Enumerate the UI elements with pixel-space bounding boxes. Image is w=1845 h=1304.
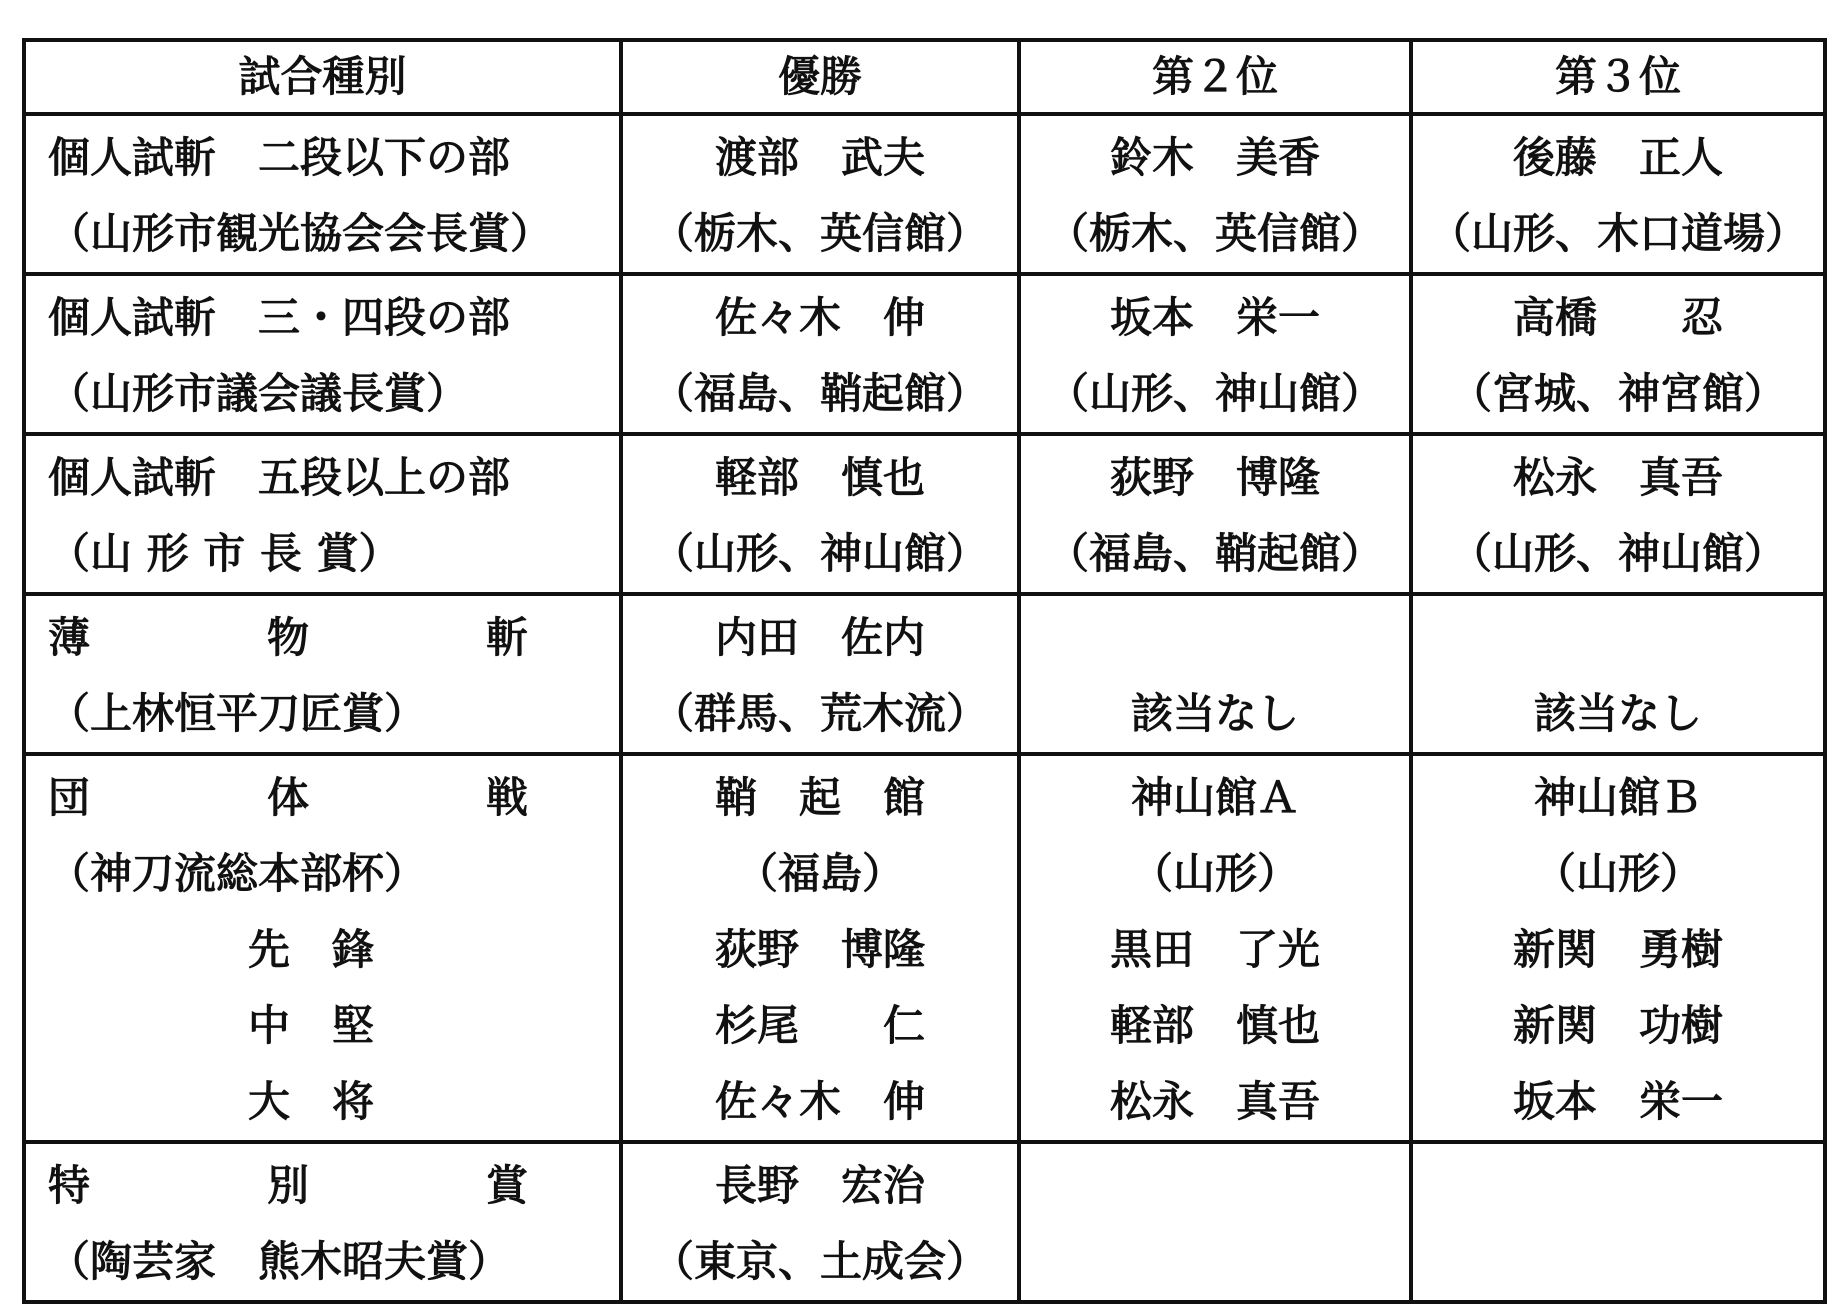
team-member: 新関 功樹 xyxy=(1512,1001,1723,1050)
category-name xyxy=(26,760,528,836)
second-place-cell xyxy=(1019,274,1411,434)
winner-name: 佐々木 伸 xyxy=(714,293,925,342)
second-affiliation: （栃木、英信館） xyxy=(1046,209,1383,258)
third-place-cell xyxy=(1411,434,1825,594)
third-place-cell xyxy=(1411,594,1825,754)
category-char: 体 xyxy=(266,773,309,822)
team-name: 神山館Ｂ xyxy=(1533,773,1702,822)
team-member: 新関 勇樹 xyxy=(1512,925,1723,974)
team-name: 鞘 起 館 xyxy=(714,773,925,822)
category-char: 物 xyxy=(266,613,309,662)
winner-name: 内田 佐内 xyxy=(714,613,925,662)
third-place-cell xyxy=(1411,754,1825,1142)
first-place-cell xyxy=(621,1142,1019,1302)
category-award: （山形市議会議長賞） xyxy=(48,369,469,418)
header-row xyxy=(24,40,1825,114)
table-row xyxy=(24,114,1825,274)
header-third-place: 第３位 xyxy=(1411,40,1825,114)
second-name: 鈴木 美香 xyxy=(1109,133,1320,182)
category-award: （神刀流総本部杯） xyxy=(48,849,427,898)
team-prefecture: （福島） xyxy=(735,849,904,898)
category-char: 団 xyxy=(48,773,91,822)
third-name: 後藤 正人 xyxy=(1512,133,1723,182)
third-affiliation: （山形、木口道場） xyxy=(1428,209,1807,258)
category-award: （山 形 市 長 賞） xyxy=(48,529,401,578)
category-char: 斬 xyxy=(485,613,528,662)
team-member: 松永 真吾 xyxy=(1109,1077,1320,1126)
team-prefecture: （山形） xyxy=(1533,849,1702,898)
third-affiliation: （宮城、神宮館） xyxy=(1449,369,1786,418)
third-name xyxy=(1413,600,1823,676)
third-name: 松永 真吾 xyxy=(1512,453,1723,502)
winner-affiliation: （群馬、荒木流） xyxy=(651,689,988,738)
first-place-cell xyxy=(621,754,1019,1142)
category-cell xyxy=(24,274,621,434)
second-affiliation: （福島、鞘起館） xyxy=(1046,529,1383,578)
table-row xyxy=(24,1142,1825,1302)
category-cell xyxy=(24,434,621,594)
winner-name: 軽部 慎也 xyxy=(714,453,925,502)
team-member: 軽部 慎也 xyxy=(1109,1001,1320,1050)
third-name: 高橋 忍 xyxy=(1512,293,1723,342)
category-cell xyxy=(24,754,621,1142)
team-name: 神山館Ａ xyxy=(1130,773,1299,822)
team-position-middle: 中 堅 xyxy=(248,1001,375,1050)
winner-affiliation: （山形、神山館） xyxy=(651,529,988,578)
category-name: 個人試斬 五段以上の部 xyxy=(48,453,511,502)
second-name: 坂本 栄一 xyxy=(1109,293,1320,342)
category-cell xyxy=(24,114,621,274)
category-cell xyxy=(24,1142,621,1302)
team-member: 荻野 博隆 xyxy=(714,925,925,974)
second-name xyxy=(1021,600,1409,676)
winner-affiliation: （栃木、英信館） xyxy=(651,209,988,258)
second-name: 荻野 博隆 xyxy=(1109,453,1320,502)
header-category: 試合種別 xyxy=(24,40,621,114)
category-cell xyxy=(24,594,621,754)
team-member: 杉尾 仁 xyxy=(714,1001,925,1050)
second-place-cell xyxy=(1019,754,1411,1142)
third-place-cell xyxy=(1411,1142,1825,1302)
first-place-cell xyxy=(621,274,1019,434)
winner-affiliation: （東京、土成会） xyxy=(651,1237,988,1286)
category-award: （上林恒平刀匠賞） xyxy=(48,689,427,738)
winner-name: 長野 宏治 xyxy=(714,1161,925,1210)
team-position-captain: 大 将 xyxy=(248,1077,375,1126)
second-affiliation: （山形、神山館） xyxy=(1046,369,1383,418)
second-place-cell xyxy=(1019,434,1411,594)
no-entry-label: 該当なし xyxy=(1533,689,1702,738)
table-row xyxy=(24,594,1825,754)
second-place-cell xyxy=(1019,594,1411,754)
second-place-cell xyxy=(1019,1142,1411,1302)
team-member: 佐々木 伸 xyxy=(714,1077,925,1126)
category-name: 個人試斬 三・四段の部 xyxy=(48,293,511,342)
category-char: 賞 xyxy=(485,1161,528,1210)
category-char: 薄 xyxy=(48,613,91,662)
third-affiliation: （山形、神山館） xyxy=(1449,529,1786,578)
first-place-cell xyxy=(621,114,1019,274)
team-member: 黒田 了光 xyxy=(1109,925,1320,974)
table-row xyxy=(24,434,1825,594)
category-award: （陶芸家 熊木昭夫賞） xyxy=(48,1237,511,1286)
header-first-place: 優勝 xyxy=(621,40,1019,114)
category-name: 個人試斬 二段以下の部 xyxy=(48,133,511,182)
category-award: （山形市観光協会会長賞） xyxy=(48,209,553,258)
results-sheet xyxy=(22,38,1823,1286)
team-position-vanguard: 先 鋒 xyxy=(248,925,375,974)
header-second-place: 第２位 xyxy=(1019,40,1411,114)
category-name xyxy=(26,1148,528,1224)
second-place-cell xyxy=(1019,114,1411,274)
table-row xyxy=(24,274,1825,434)
no-entry-label: 該当なし xyxy=(1130,689,1299,738)
category-char: 戦 xyxy=(485,773,528,822)
winner-name: 渡部 武夫 xyxy=(714,133,925,182)
first-place-cell xyxy=(621,594,1019,754)
first-place-cell xyxy=(621,434,1019,594)
winner-affiliation: （福島、鞘起館） xyxy=(651,369,988,418)
third-place-cell xyxy=(1411,114,1825,274)
table-row xyxy=(24,754,1825,1142)
category-name xyxy=(26,600,528,676)
category-char: 別 xyxy=(266,1161,309,1210)
category-char: 特 xyxy=(48,1161,91,1210)
results-table xyxy=(22,38,1827,1304)
team-prefecture: （山形） xyxy=(1130,849,1299,898)
team-member: 坂本 栄一 xyxy=(1512,1077,1723,1126)
third-place-cell xyxy=(1411,274,1825,434)
